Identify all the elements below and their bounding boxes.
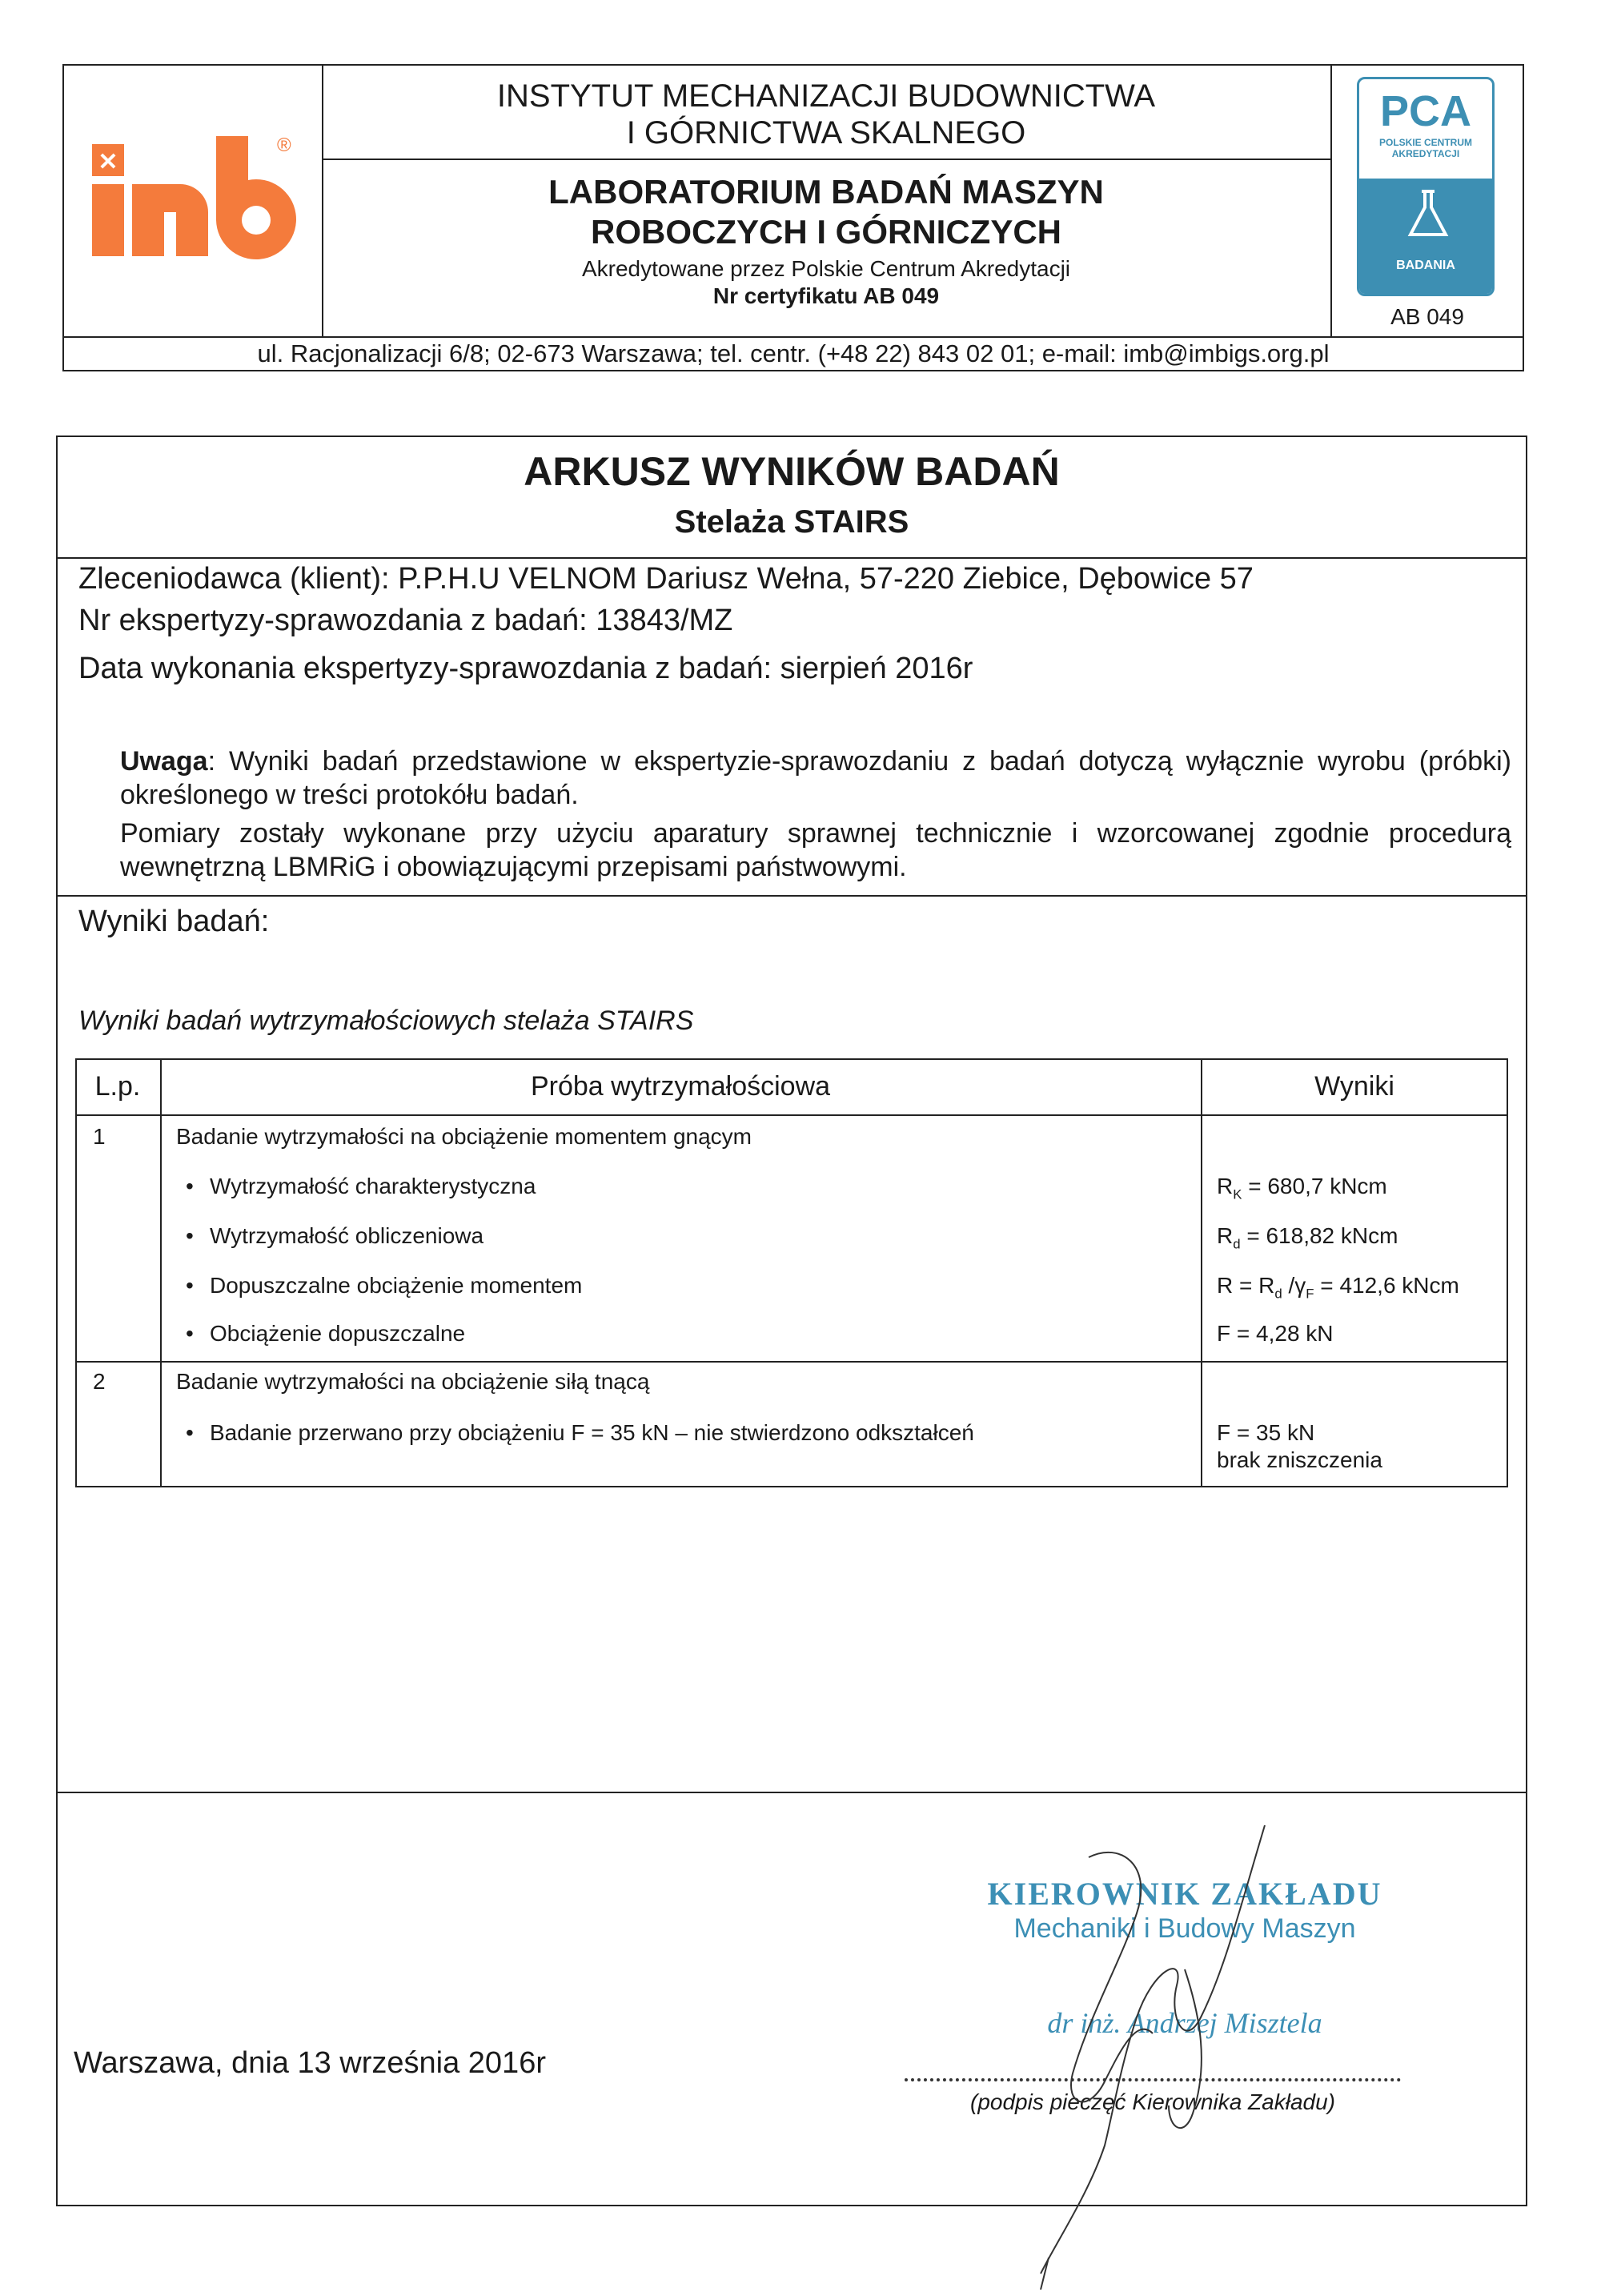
row-2-item-1-result: F = 35 kN bbox=[1217, 1420, 1315, 1445]
note-label: Uwaga bbox=[120, 746, 208, 777]
stamp-department: Mechaniki i Budowy Maszyn bbox=[1013, 1913, 1356, 1944]
place-and-date: Warszawa, dnia 13 września 2016r bbox=[74, 2046, 546, 2080]
table-caption: Wyniki badań wytrzymałościowych stelaża STAIRS bbox=[78, 1006, 694, 1036]
row-2-title: Badanie wytrzymałości na obciążenie siłą tnącą bbox=[176, 1369, 650, 1394]
note-text: : Wyniki badań przedstawione w ekspertyzie-sprawozdaniu z badań dotyczą wyłącznie wyrobu (próbki) określonego w treści protokółu badań. bbox=[120, 746, 1511, 810]
flask-icon bbox=[1404, 187, 1452, 243]
sheet-title: ARKUSZ WYNIKÓW BADAŃ bbox=[524, 449, 1060, 494]
stamp-title: KIEROWNIK ZAKŁADU bbox=[987, 1876, 1382, 1912]
row-1-item-1-label: • Wytrzymałość charakterystyczna bbox=[186, 1174, 536, 1199]
row-1-item-4-result: F = 4,28 kN bbox=[1217, 1321, 1334, 1346]
address-line: ul. Racjonalizacji 6/8; 02-673 Warszawa; tel. centr. (+48 22) 843 02 01; e-mail: imb@imbigs.org.pl bbox=[257, 339, 1330, 367]
row-1-item-3-label: • Dopuszczalne obciążenie momentem bbox=[186, 1273, 582, 1299]
row-2-lp: 2 bbox=[93, 1369, 106, 1394]
institute-name-line1: INSTYTUT MECHANIZACJI BUDOWNICTWA bbox=[496, 78, 1156, 114]
column-header-lp: L.p. bbox=[94, 1071, 141, 1102]
column-header-test: Próba wytrzymałościowa bbox=[530, 1071, 831, 1102]
note-paragraph-2: Pomiary zostały wykonane przy użyciu aparatury sprawnej technicznie i wzorcowanej zgodnie procedurą wewnętrzną LBMRiG i obowiązującymi przepisami państwowymi. bbox=[120, 818, 1511, 882]
row-1-lp: 1 bbox=[93, 1124, 106, 1149]
column-header-results: Wyniki bbox=[1314, 1071, 1394, 1102]
imb-logo bbox=[84, 128, 308, 264]
stamp-name: dr inż. Andrzej Misztela bbox=[1047, 2007, 1322, 2039]
pca-blue-panel bbox=[1359, 179, 1492, 296]
handwritten-signature bbox=[849, 1809, 1329, 2290]
pca-name-line2: AKREDYTACJI bbox=[1391, 148, 1460, 159]
lab-name-line1: LABORATORIUM BADAŃ MASZYN bbox=[548, 173, 1104, 211]
note-paragraph bbox=[120, 745, 1511, 812]
svg-text:✕: ✕ bbox=[98, 149, 118, 175]
row-1-item-2-result: $R_d = 618,82$ kNcm bbox=[1217, 1223, 1398, 1252]
row-1-item-3-result: $R = R_d$ $/\gamma_F = 412,6$ kNcm bbox=[1217, 1273, 1459, 1302]
client-line: Zleceniodawca (klient): P.P.H.U VELNOM Dariusz Wełna, 57-220 Ziebice, Dębowice 57 bbox=[78, 562, 1254, 596]
registered-mark: ® bbox=[277, 134, 291, 156]
pca-name-line1: POLSKIE CENTRUM bbox=[1378, 137, 1472, 148]
signature-caption: (podpis pieczęć Kierownika Zakładu) bbox=[970, 2089, 1335, 2114]
accreditation-text: Akredytowane przez Polskie Centrum Akredytacji bbox=[581, 256, 1071, 281]
row-2-item-1-result-2: brak zniszczenia bbox=[1217, 1447, 1382, 1472]
pca-badge-label: BADANIA bbox=[1396, 259, 1455, 272]
sheet-subtitle: Stelaża STAIRS bbox=[674, 504, 909, 540]
institute-name-line2: I GÓRNICTWA SKALNEGO bbox=[626, 115, 1026, 151]
row-1-item-4-label: • Obciążenie dopuszczalne bbox=[186, 1321, 465, 1347]
pca-badge bbox=[1357, 77, 1495, 296]
report-number: Nr ekspertyzy-sprawozdania z badań: 13843/MZ bbox=[78, 604, 733, 637]
row-1-item-2-label: • Wytrzymałość obliczeniowa bbox=[186, 1223, 484, 1249]
pca-title: PCA bbox=[1379, 87, 1471, 135]
row-1-item-1-result: $R_K = 680,7$ kNcm bbox=[1217, 1174, 1387, 1202]
results-heading: Wyniki badań: bbox=[78, 905, 270, 938]
row-2-item-1-label: • Badanie przerwano przy obciążeniu F = 35 kN – nie stwierdzono odkształceń bbox=[186, 1420, 974, 1446]
report-date: Data wykonania ekspertyzy-sprawozdania z badań: sierpień 2016r bbox=[78, 652, 973, 685]
lab-name-line2: ROBOCZYCH I GÓRNICZYCH bbox=[591, 213, 1061, 251]
certificate-number: Nr certyfikatu AB 049 bbox=[712, 283, 940, 308]
pca-code: AB 049 bbox=[1390, 304, 1464, 329]
row-1-title: Badanie wytrzymałości na obciążenie momentem gnącym bbox=[176, 1124, 752, 1149]
